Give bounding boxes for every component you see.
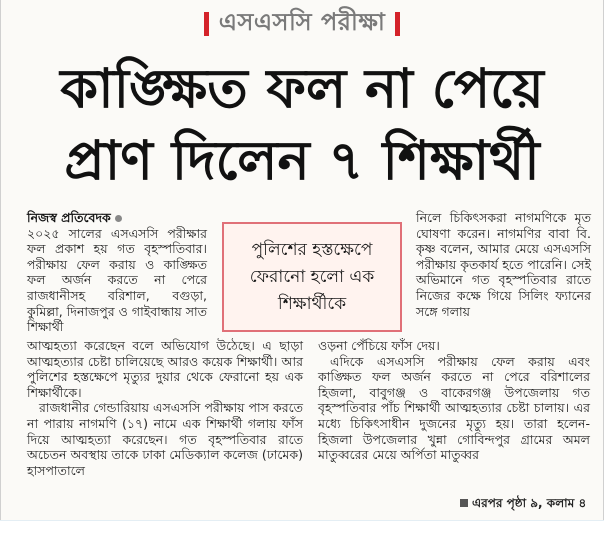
body-left-bottom-p2: রাজধানীর গেন্ডারিয়ায় এসএসসি পরীক্ষায় পাস করতে না পারায় নাগমণি (১৭) নামে এক শিক্ষার্থী গলায় ফাঁস দিয়ে আত্মহত্যা করেছেন। গত বৃহস্পতিবার রাতে অচেতন অবস্থায় তাকে ঢাকা মেডিক্যাল কলেজ (ঢামেক) হাসপাতালে bbox=[27, 400, 303, 478]
square-bullet-icon bbox=[460, 499, 468, 507]
body-right-bottom-p2: এদিকে এসএসসি পরীক্ষায় ফেল করায় এবং কাঙ্ক্ষিত ফল অর্জন করতে না পেরে বরিশালের হিজলা, বাবুগঞ্জ ও বাকেরগঞ্জ উপজেলায় গত বৃহস্পতিবার পাঁচ শিক্ষার্থী আত্মহত্যার চেষ্টা চালায়। এর মধ্যে চিকিৎসাধীন দুজনের মৃত্যু হয়। তারা হলেন- হিজলা উপজেলার খুন্না গোবিন্দপুর গ্রামের অমল মাতুব্বরের মেয়ে অর্পিতা মাতুব্বর bbox=[318, 353, 590, 463]
article-column-right-bottom bbox=[318, 338, 590, 463]
kicker-bar-left bbox=[204, 12, 209, 36]
continued-text: এরপর পৃষ্ঠা ৯, কলাম ৪ bbox=[472, 496, 587, 510]
kicker-bar-right bbox=[395, 12, 400, 36]
section-label: এসএসসি পরীক্ষা bbox=[218, 8, 386, 36]
byline-dot-icon bbox=[115, 215, 122, 222]
pull-quote: পুলিশের হস্তক্ষেপে ফেরানো হলো এক শিক্ষার্থীকে bbox=[249, 239, 375, 314]
body-left-bottom-p1: আত্মহত্যা করেছেন বলে অভিযোগ উঠেছে। এ ছাড়া আত্মহত্যার চেষ্টা চালিয়েছে আরও কয়েক শিক্ষার্থী। আর পুলিশের হস্তক্ষেপে মৃত্যুর দুয়ার থেকে ফেরানো হয় এক শিক্ষার্থীকে। bbox=[27, 338, 303, 400]
article-column-right-top bbox=[416, 210, 591, 319]
bottom-strip bbox=[0, 520, 604, 535]
continued-note bbox=[460, 495, 586, 515]
article-column-left-top bbox=[27, 210, 207, 335]
headline-line-1: কাঙ্ক্ষিত ফল না পেয়ে bbox=[60, 57, 544, 120]
body-right-top: নিলে চিকিৎসকরা নাগমণিকে মৃত ঘোষণা করেন। নাগমণির বাবা বি. কৃষ্ণ বলেন, আমার মেয়ে এসএসসি পরীক্ষায় কৃতকার্য হতে পারেনি। সেই অভিমানে গত বৃহস্পতিবার রাতে নিজের কক্ষে গিয়ে সিলিং ফ্যানের সঙ্গে গলায় bbox=[416, 210, 591, 319]
pull-quote-box bbox=[222, 222, 402, 332]
section-kicker bbox=[0, 6, 604, 42]
body-left-top: ২০২৫ সালের এসএসসি পরীক্ষার ফল প্রকাশ হয় গত বৃহস্পতিবার। পরীক্ষায় ফেল করায় ও কাঙ্ক্ষিত ফল অর্জন করতে না পেরে রাজধানীসহ বরিশাল, বগুড়া, কুমিল্লা, দিনাজপুর ও গাইবান্ধায় সাত শিক্ষার্থী bbox=[27, 225, 207, 335]
article-column-left-bottom bbox=[27, 338, 303, 478]
left-edge bbox=[0, 0, 1, 520]
byline: নিজস্ব প্রতিবেদক bbox=[27, 210, 111, 225]
headline-line-2: প্রাণ দিলেন ৭ শিক্ষার্থী bbox=[64, 129, 540, 192]
body-right-bottom-p1: ওড়না পেঁচিয়ে ফাঁস দেয়। bbox=[318, 338, 440, 353]
